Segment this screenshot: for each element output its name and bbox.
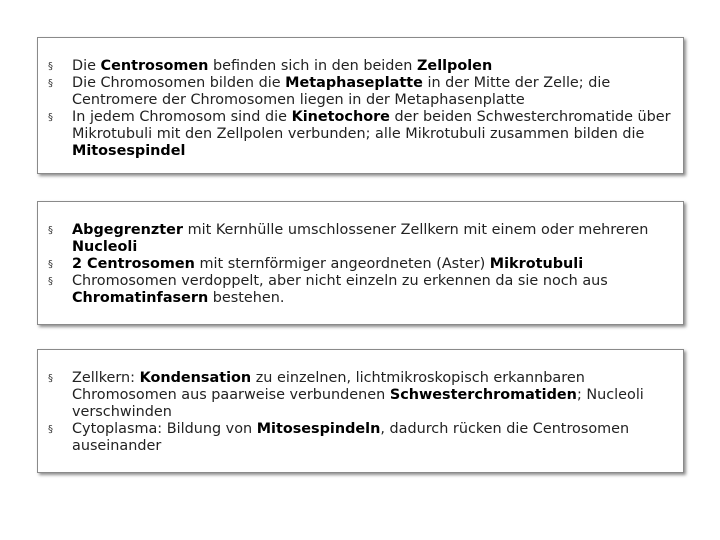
highlighted-term: Mitosespindel	[72, 143, 186, 159]
bullet-icon: §	[48, 78, 53, 89]
bullet-list	[38, 222, 677, 307]
bullet-icon: §	[48, 225, 53, 236]
bullet-list	[38, 370, 677, 455]
highlighted-term: Mitosespindeln	[256, 421, 381, 437]
bullet-list	[38, 58, 677, 160]
highlighted-term: Schwesterchromatiden	[389, 387, 577, 403]
bullet-icon: §	[48, 61, 53, 72]
bullet-icon: §	[48, 276, 53, 287]
bullet-item: § Zellkern: Kondensation zu einzelnen, lichtmikroskopisch erkannbaren Chromosomen aus paarweise verbundenen Schwesterchromatiden; Nucleoli verschwinden	[48, 370, 644, 420]
bullet-icon: §	[48, 424, 53, 435]
bullet-item: § Abgegrenzter mit Kernhülle umschlossener Zellkern mit einem oder mehreren Nucleoli	[48, 222, 649, 255]
text-box-prophase	[37, 349, 684, 473]
highlighted-term: 2 Centrosomen	[72, 256, 195, 272]
highlighted-term: Kinetochore	[291, 109, 390, 125]
bullet-item: § Chromosomen verdoppelt, aber nicht einzeln zu erkennen da sie noch aus Chromatinfasern bestehen.	[48, 273, 608, 306]
highlighted-term: Centrosomen	[100, 58, 209, 74]
bullet-item: § Die Chromosomen bilden die Metaphaseplatte in der Mitte der Zelle; die Centromere der Chromosomen liegen in der Metaphasenplatte	[48, 75, 611, 108]
highlighted-term: Metaphaseplatte	[285, 75, 423, 91]
bullet-icon: §	[48, 373, 53, 384]
bullet-item: § Cytoplasma: Bildung von Mitosespindeln, dadurch rücken die Centrosomen auseinander	[48, 421, 630, 454]
bullet-icon: §	[48, 259, 53, 270]
highlighted-term: Nucleoli	[72, 239, 138, 255]
highlighted-term: Mikrotubuli	[489, 256, 584, 272]
highlighted-term: Zellpolen	[417, 58, 493, 74]
bullet-icon: §	[48, 112, 53, 123]
text-box-interphase	[37, 201, 684, 325]
highlighted-term: Chromatinfasern	[72, 290, 209, 306]
text-box-metaphase	[37, 37, 684, 174]
bullet-item: § 2 Centrosomen mit sternförmiger angeordneten (Aster) Mikrotubuli	[48, 256, 584, 272]
bullet-item: § Die Centrosomen befinden sich in den beiden Zellpolen	[48, 58, 493, 74]
highlighted-term: Kondensation	[139, 370, 252, 386]
bullet-item: § In jedem Chromosom sind die Kinetochore der beiden Schwesterchromatide über Mikrotubuli mit den Zellpolen verbunden; alle Mikrotubuli zusammen bilden die Mitosespindel	[48, 109, 671, 159]
highlighted-term: Abgegrenzter	[72, 222, 184, 238]
